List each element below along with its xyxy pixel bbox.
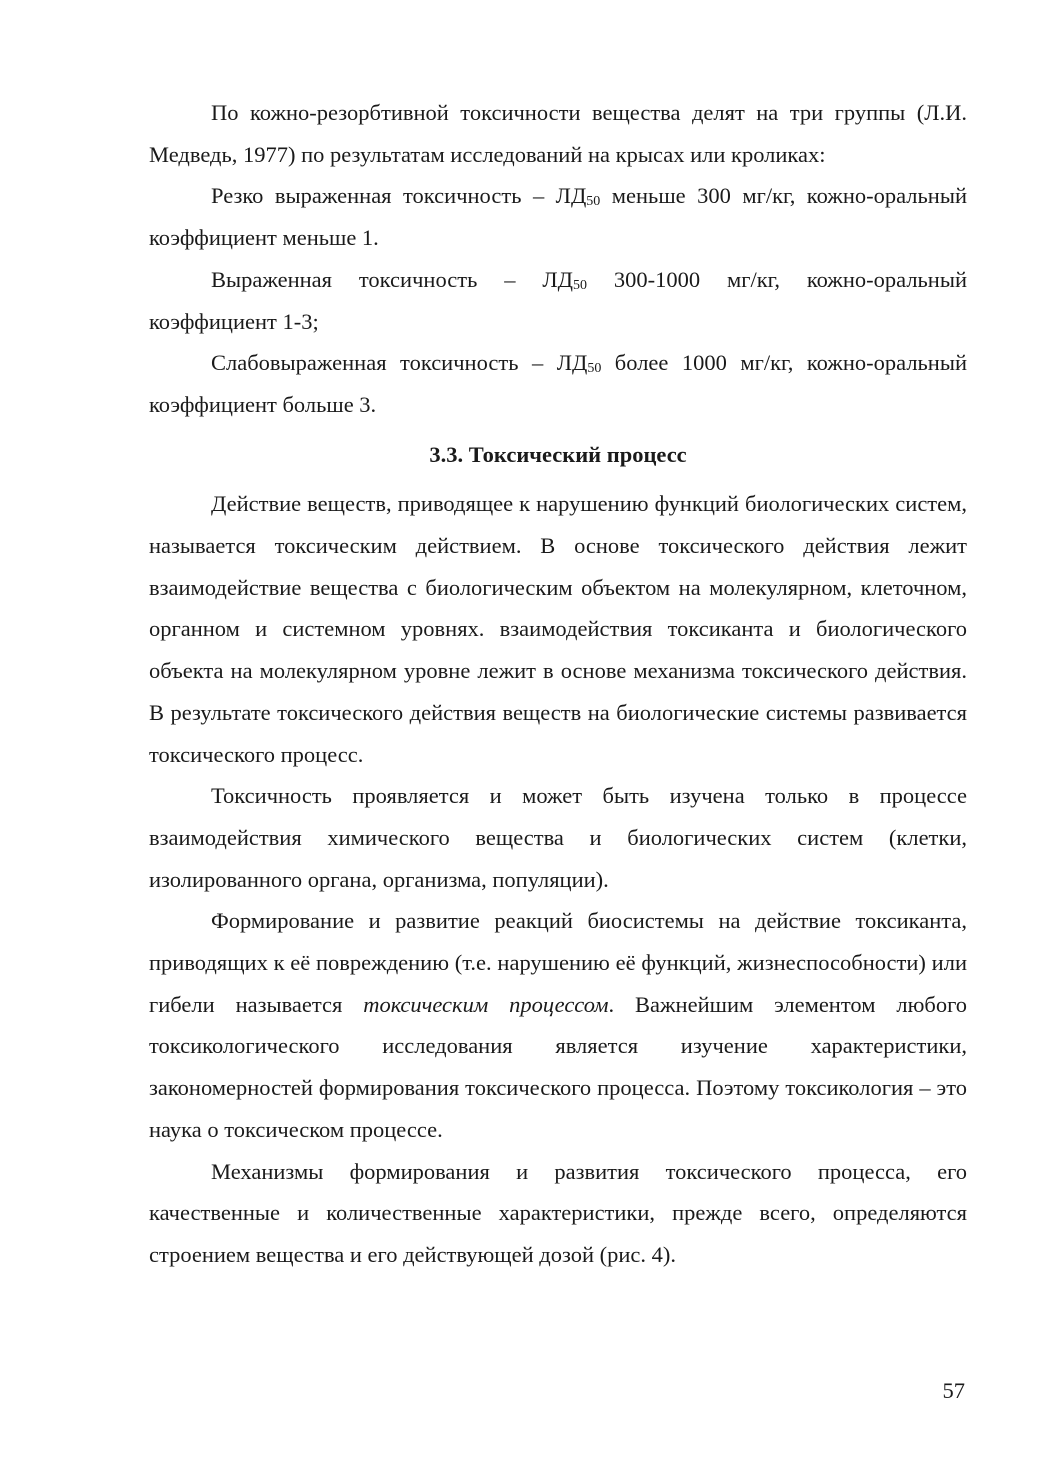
intro-paragraph: По кожно-резорбтивной токсичности вещества делят на три группы (Л.И. Медведь, 1977) по результатам исследований на крысах или кроликах: — [149, 100, 967, 167]
moderate-toxicity-value: 300-1000 мг/кг, кожно-оральный коэффициент 1-3; — [149, 266, 968, 334]
section-heading: 3.3. Токсический процесс — [429, 441, 687, 467]
ld-subscript: 50 — [572, 277, 587, 293]
ld-subscript: 50 — [586, 194, 601, 210]
toxicity-manifestation-paragraph: Токсичность проявляется и может быть изучена только в процессе взаимодействия химического вещества и биологических систем (клетки, изолированного органа, организма, популяции). — [149, 783, 967, 892]
toxic-action-paragraph: Действие веществ, приводящее к нарушению функций биологических систем, называется токсическим действием. В основе токсического действия лежит взаимодействие вещества с биологическим объектом на молекулярном, клеточном, органном и системном уровнях. взаимодействия токсиканта и биологического объекта на молекулярном уровне лежит в основе механизма токсического действия. В результате токсического действия веществ на биологические системы развивается токсического процесс. — [149, 491, 967, 767]
page-number: 57 — [942, 1378, 965, 1403]
weak-toxicity-text: Слабовыраженная токсичность – ЛД — [211, 350, 588, 376]
severe-toxicity-text: Резко выраженная токсичность – ЛД — [211, 183, 587, 209]
severe-toxicity-value: меньше 300 мг/кг, кожно-оральный коэффициент меньше 1. — [149, 183, 967, 251]
ld-subscript: 50 — [587, 361, 602, 377]
moderate-toxicity-text: Выраженная токсичность – ЛД — [211, 266, 573, 292]
toxic-process-text: Формирование и развитие реакций биосистемы на действие токсиканта, приводящих к её повреждению (т.е. нарушению её функций, жизнеспособности) или гибели называется — [149, 908, 967, 1017]
toxic-process-text-cont: . Важнейшим элементом любого токсикологического исследования является изучение характеристики, закономерностей формирования токсического процесса. Поэтому токсикология – это наука о токсическом процессе. — [149, 991, 967, 1142]
toxic-process-term: токсическим процессом — [363, 991, 609, 1017]
moderate-toxicity-paragraph — [149, 259, 967, 342]
mechanisms-paragraph: Механизмы формирования и развития токсического процесса, его качественные и количественные характеристики, прежде всего, определяются строением вещества и его действующей дозой (рис. 4). — [149, 1158, 967, 1267]
weak-toxicity-value: более 1000 мг/кг, кожно-оральный коэффициент больше 3. — [149, 350, 968, 417]
page-content — [149, 92, 967, 1276]
weak-toxicity-paragraph — [149, 342, 967, 425]
severe-toxicity-paragraph — [149, 175, 967, 258]
toxic-process-definition-paragraph — [149, 900, 967, 1150]
